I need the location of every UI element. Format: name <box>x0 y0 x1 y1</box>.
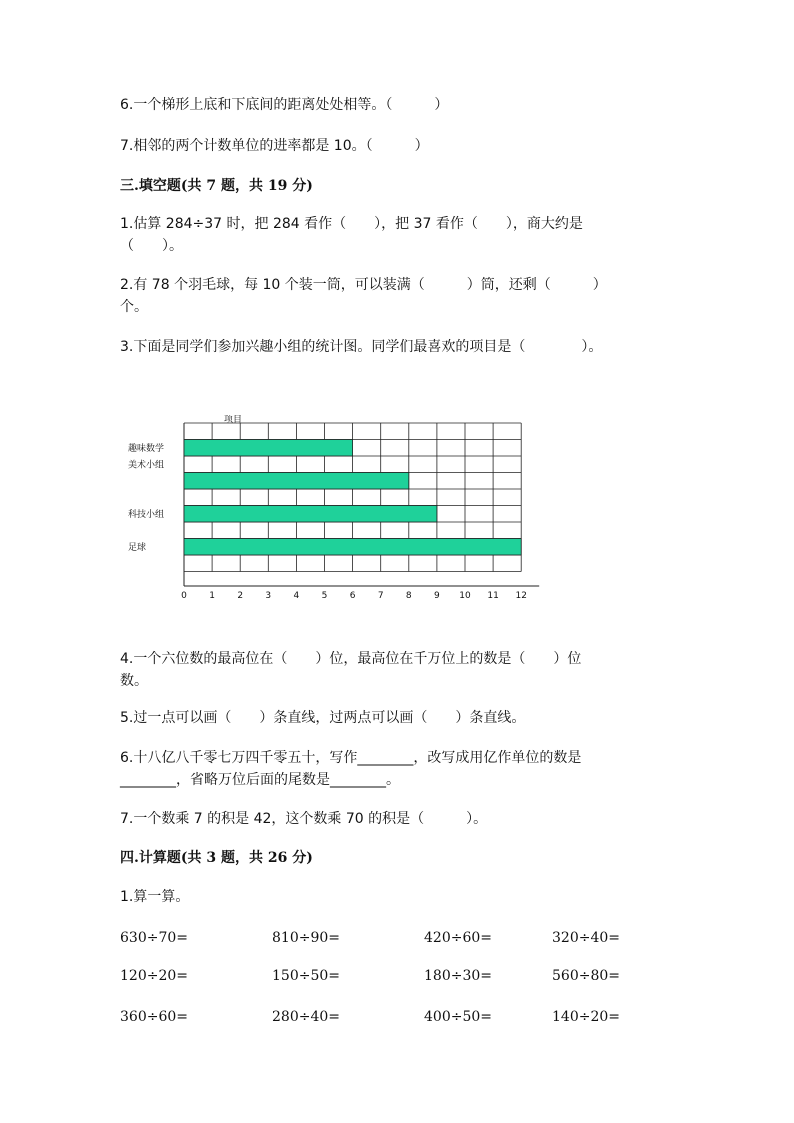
tick-label: 2 <box>237 591 244 601</box>
calc-item: 810÷90= <box>272 930 340 946</box>
fill-q3: 3.下面是同学们参加兴趣小组的统计图。同学们最喜欢的项目是（ ）。 <box>120 339 603 355</box>
tick-label: 1 <box>209 591 215 601</box>
tick-label: 12 <box>515 591 527 601</box>
tick-label: 3 <box>265 591 272 601</box>
judgement-q7: 7.相邻的两个计数单位的进率都是 10。（ ） <box>120 138 429 154</box>
tick-label: 8 <box>405 591 412 601</box>
category-label: 趣味数学 <box>128 443 165 454</box>
bar <box>184 473 409 490</box>
tick-label: 7 <box>377 591 384 601</box>
calc-item: 180÷30= <box>424 968 492 984</box>
calc-item: 420÷60= <box>424 930 492 946</box>
interest-group-bar-chart <box>110 415 550 605</box>
fill-q7: 7.一个数乘 7 的积是 42，这个数乘 70 的积是（ ）。 <box>120 811 488 827</box>
fill-q2-line2: 个。 <box>120 299 148 315</box>
fill-q1-line1: 1.估算 284÷37 时，把 284 看作（ ），把 37 看作（ ），商大约是 <box>120 216 583 232</box>
calc-item: 630÷70= <box>120 930 188 946</box>
bar <box>184 506 437 523</box>
fill-q4-line1: 4.一个六位数的最高位在（ ）位，最高位在千万位上的数是（ ）位 <box>120 651 582 667</box>
chart-title: 项目 <box>224 415 243 425</box>
fill-q6-line1: 6.十八亿八千零七万四千零五十，写作________，改写成用亿作单位的数是 <box>120 750 582 766</box>
calc-item: 140÷20= <box>552 1009 620 1025</box>
section3-heading: 三.填空题(共 7 题，共 19 分) <box>120 178 313 194</box>
fill-q6-line2: ________，省略万位后面的尾数是________。 <box>120 772 400 788</box>
calc-item: 280÷40= <box>272 1009 340 1025</box>
tick-label: 5 <box>321 591 328 601</box>
tick-label: 11 <box>487 591 499 601</box>
category-label: 足球 <box>128 542 147 553</box>
tick-label: 9 <box>434 591 440 601</box>
bar <box>184 440 353 457</box>
category-label: 美术小组 <box>128 460 165 471</box>
tick-label: 6 <box>349 591 356 601</box>
fill-q2-line1: 2.有 78 个羽毛球，每 10 个装一筒，可以装满（ ）筒，还剩（ ） <box>120 277 607 293</box>
calc-item: 150÷50= <box>272 968 340 984</box>
tick-label: 4 <box>293 591 300 601</box>
fill-q1-line2: （ ）。 <box>120 238 183 254</box>
tick-label: 10 <box>459 591 471 601</box>
judgement-q6: 6.一个梯形上底和下底间的距离处处相等。（ ） <box>120 97 449 113</box>
section4-heading: 四.计算题(共 3 题，共 26 分) <box>120 850 313 866</box>
calc-item: 400÷50= <box>424 1009 492 1025</box>
bar <box>184 539 521 556</box>
fill-q4-line2: 数。 <box>120 673 148 689</box>
tick-label: 0 <box>181 591 187 601</box>
category-label: 科技小组 <box>128 509 165 520</box>
calc-item: 360÷60= <box>120 1009 188 1025</box>
fill-q5: 5.过一点可以画（ ）条直线，过两点可以画（ ）条直线。 <box>120 710 526 726</box>
calc-q1: 1.算一算。 <box>120 889 190 905</box>
calc-item: 320÷40= <box>552 930 620 946</box>
calc-item: 120÷20= <box>120 968 188 984</box>
calc-item: 560÷80= <box>552 968 620 984</box>
